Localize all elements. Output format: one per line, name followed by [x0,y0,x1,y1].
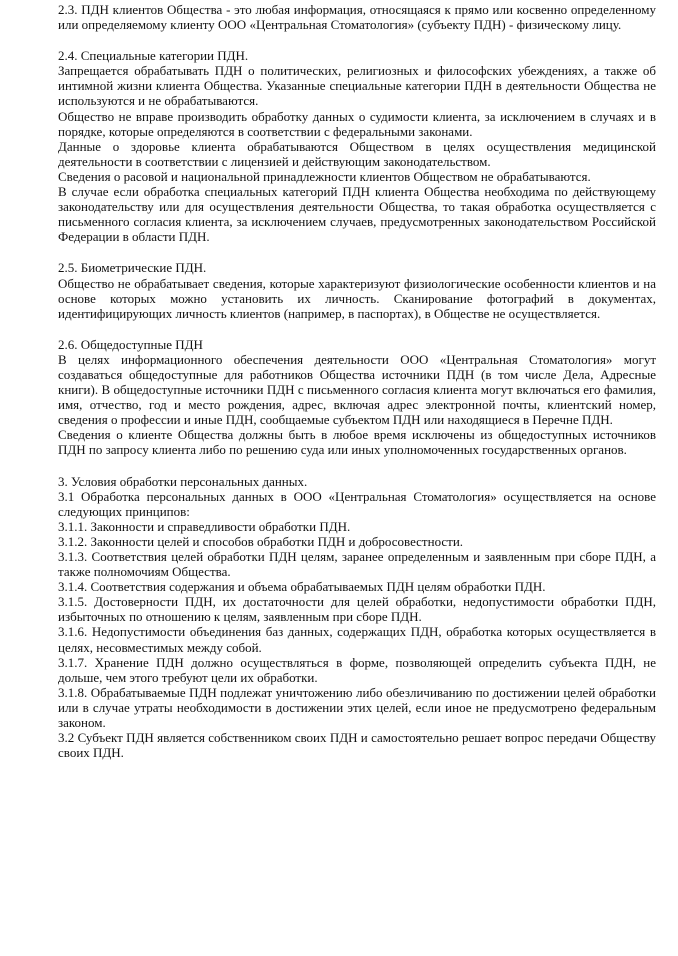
section-2-5 [58,260,656,320]
section-heading: 2.4. Специальные категории ПДН. [58,48,249,64]
list-item: 3.1.2. Законности целей и способов обработки ПДН и добросовестности. [58,533,464,549]
list-item: 3.1.4. Соответствия содержания и объема обрабатываемых ПДН целям обработки ПДН. [58,579,546,595]
section-gap [58,32,656,48]
section-heading: 3. Условия обработки персональных данных. [58,473,308,489]
paragraph: Сведения о расовой и национальной принадлежности клиентов Обществом не обрабатываются. [58,168,591,184]
paragraph: 3.1 Обработка персональных данных в ООО «Центральная Стоматология» осуществляется на основе следующих принципов: [58,488,656,519]
section-gap [58,244,656,260]
section-heading: 2.5. Биометрические ПДН. [58,260,207,276]
document-page [58,0,656,760]
list-item: 3.1.5. Достоверности ПДН, их достаточности для целей обработки, недопустимости обработки ПДН, избыточных по отношению к целям, заявленным при сборе ПДН. [58,594,656,625]
section-heading: 2.6. Общедоступные ПДН [58,336,203,352]
section-2-6 [58,337,656,458]
paragraph: 2.3. ПДН клиентов Общества - это любая информация, относящаяся к прямо или косвенно определенному или определяемому клиенту ООО «Центральная Стоматология» (субъекту ПДН) - физическому лицу. [58,2,656,33]
section-gap [58,321,656,337]
paragraph: Общество не вправе производить обработку данных о судимости клиента, за исключением в случаях и в порядке, которые определяются в соответствии с федеральными законами. [58,108,656,139]
list-item: 3.1.6. Недопустимости объединения баз данных, содержащих ПДН, обработка которых осуществляется в целях, несовместимых между собой. [58,624,656,655]
list-item: 3.1.1. Законности и справедливости обработки ПДН. [58,518,351,534]
paragraph: В случае если обработка специальных категорий ПДН клиента Общества необходима по действующему законодательству или для осуществления деятельности Общества, то такая обработка осуществляется с письменного согласия клиента, за исключением случаев, предусмотренных законодательством Российской Федерации в области ПДН. [58,184,656,245]
section-2-4 [58,48,656,244]
list-item: 3.1.8. Обрабатываемые ПДН подлежат уничтожению либо обезличиванию по достижении целей обработки или в случае утраты необходимости в достижении этих целей, если иное не предусмотрено федеральным законом. [58,684,656,731]
paragraph: Данные о здоровье клиента обрабатываются Обществом в целях осуществления медицинской деятельности в соответствии с лицензией и действующим законодательством. [58,138,656,169]
section-3 [58,474,656,761]
paragraph: Сведения о клиенте Общества должны быть в любое время исключены из общедоступных источников ПДН по запросу клиента либо по решению суда или иных уполномоченных государственных органов. [58,427,656,458]
paragraph: Общество не обрабатывает сведения, которые характеризуют физиологические особенности клиентов и на основе которых можно установить их личность. Сканирование фотографий в документах, идентифицирующих личность клиентов (например, в паспортах), в Обществе не осуществляется. [58,275,656,321]
list-item: 3.1.7. Хранение ПДН должно осуществляться в форме, позволяющей определить субъекта ПДН, не дольше, чем этого требуют цели их обработки. [58,654,656,685]
section-gap [58,458,656,474]
paragraph: В целях информационного обеспечения деятельности ООО «Центральная Стоматология» могут создаваться общедоступные для работников Общества источники ПДН (в том числе Дела, Адресные книги). В общедоступные источники ПДН с письменного согласия клиента могут включаться его фамилия, имя, отчество, год и место рождения, адрес, включая адрес электронной почты, клиентский номер, сведения о профессии и иные ПДН, сообщаемые субъектом ПДН или находящиеся в Перечне ПДН. [58,351,656,428]
section-2-3 [58,2,656,32]
paragraph: Запрещается обрабатывать ПДН о политических, религиозных и философских убеждениях, а также об интимной жизни клиента Общества. Указанные специальные категории ПДН в деятельности Общества не используются и не обрабатываются. [58,63,656,109]
list-item: 3.1.3. Соответствия целей обработки ПДН целям, заранее определенным и заявленным при сборе ПДН, а также полномочиям Общества. [58,549,656,580]
paragraph: 3.2 Субъект ПДН является собственником своих ПДН и самостоятельно решает вопрос передачи Обществу своих ПДН. [58,730,656,761]
